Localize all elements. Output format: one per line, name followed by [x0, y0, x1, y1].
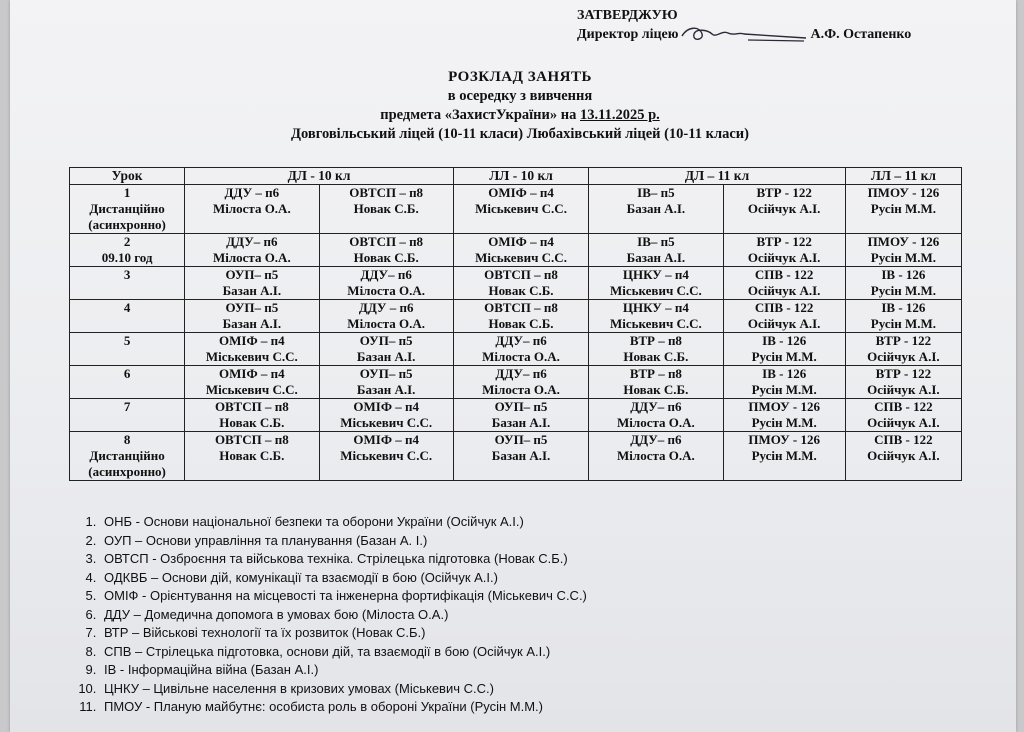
teacher-name: Осійчук А.І. [867, 415, 940, 430]
subject-code: ОУП– п5 [225, 267, 279, 282]
header-ll-11: ЛЛ – 11 кл [845, 168, 961, 185]
subject-code: ДДУ– п6 [495, 333, 547, 348]
schedule-cell [453, 267, 588, 300]
lesson-cell [70, 399, 185, 432]
teacher-name: Базан А.І. [222, 283, 282, 298]
lesson-cell [70, 432, 185, 481]
schedule-cell [319, 366, 453, 399]
subject-code: ОВТСП – п8 [349, 185, 424, 200]
subject-code: ОВТСП – п8 [484, 300, 558, 315]
subject-code: СПВ - 122 [874, 399, 933, 414]
schedule-cell [453, 185, 588, 234]
lesson-cell [70, 366, 185, 399]
subject-code: ДДУ– п6 [495, 366, 547, 381]
schedule-cell [723, 399, 845, 432]
schedule-cell [319, 234, 453, 267]
schedule-cell [589, 234, 723, 267]
subject-code: ЦНКУ – п4 [622, 300, 689, 315]
teacher-name: Міськевич С.С. [475, 250, 567, 265]
lesson-text: (асинхронно) [88, 217, 166, 232]
teacher-name: Новак С.Б. [488, 283, 554, 298]
subject-code: ОМІФ – п4 [219, 333, 285, 348]
subject-code: ОВТСП – п8 [484, 267, 558, 282]
schedule-cell [319, 300, 453, 333]
subject-code: ІВ - 126 [762, 366, 807, 381]
lesson-text: (асинхронно) [88, 464, 166, 479]
schedule-cell [723, 267, 845, 300]
legend-item: 2. ОУП – Основи управління та планування (Базан А. І.) [100, 532, 587, 551]
legend-item: 1. ОНБ - Основи національної безпеки та оборони України (Осійчук А.І.) [100, 513, 587, 532]
teacher-name: Новак С.Б. [219, 448, 285, 463]
table-row [70, 432, 962, 481]
subject-code: ОМІФ – п4 [488, 185, 554, 200]
schedule-cell [185, 267, 319, 300]
subject-code: ДДУ– п6 [360, 267, 412, 282]
lesson-text: Дистанційно [89, 201, 165, 216]
teacher-name: Мілоста О.А. [212, 201, 291, 216]
legend-item: 5. ОМІФ - Орієнтування на місцевості та інженерна фортифікація (Міськевич С.С.) [100, 587, 587, 606]
legend-item: 11. ПМОУ - Планую майбутнє: особиста роль в обороні України (Русін М.М.) [100, 698, 587, 717]
header-lesson: Урок [70, 168, 185, 185]
subject-code: ОУП– п5 [359, 366, 413, 381]
table-row [70, 399, 962, 432]
subject-code: ОМІФ – п4 [353, 399, 419, 414]
schedule-title [200, 68, 840, 144]
schedule-cell [589, 366, 723, 399]
teacher-name: Міськевич С.С. [340, 448, 433, 463]
title-main: РОЗКЛАД ЗАНЯТЬ [448, 69, 592, 85]
schedule-cell [845, 333, 961, 366]
legend-item: 3. ОВТСП - Озброєння та військова техніка. Стрілецька підготовка (Новак С.Б.) [100, 550, 587, 569]
lesson-text: 6 [123, 366, 131, 381]
legend-item: 9. ІВ - Інформаційна війна (Базан А.І.) [100, 661, 587, 680]
teacher-name: Міськевич С.С. [205, 349, 298, 364]
teacher-name: Русін М.М. [751, 448, 817, 463]
teacher-name: Осійчук А.І. [867, 349, 940, 364]
schedule-cell [845, 185, 961, 234]
approval-line [577, 25, 911, 44]
subject-code: ІВ - 126 [762, 333, 807, 348]
table-row [70, 267, 962, 300]
subject-code: ОМІФ – п4 [488, 234, 554, 249]
table-row [70, 185, 962, 234]
table-header-row [70, 168, 962, 185]
subject-code: ПМОУ - 126 [867, 185, 940, 200]
teacher-name: Русін М.М. [870, 250, 936, 265]
title-subject-prefix: предмета «ЗахистУкраїни» на [380, 107, 577, 123]
subject-code: ОУП– п5 [494, 432, 548, 447]
header-dl-10: ДЛ - 10 кл [185, 168, 454, 185]
schedule-table [69, 167, 962, 481]
teacher-name: Базан А.І. [626, 250, 686, 265]
schedule-cell [185, 300, 319, 333]
subject-code: ОУП– п5 [359, 333, 413, 348]
lesson-text: 5 [123, 333, 131, 348]
lesson-cell [70, 234, 185, 267]
subject-code: ДДУ– п6 [630, 399, 682, 414]
teacher-name: Базан А.І. [222, 316, 282, 331]
lesson-text: Дистанційно [89, 448, 165, 463]
table-row [70, 366, 962, 399]
lesson-cell [70, 267, 185, 300]
schedule-cell [453, 234, 588, 267]
teacher-name: Міськевич С.С. [609, 283, 702, 298]
schedule-cell [845, 300, 961, 333]
table-row [70, 300, 962, 333]
subject-code: ДДУ – п6 [224, 185, 280, 200]
subject-code: СПВ - 122 [754, 267, 814, 282]
teacher-name: Новак С.Б. [353, 250, 419, 265]
schedule-cell [723, 234, 845, 267]
schedule-cell [185, 399, 319, 432]
subject-code: ОУП– п5 [494, 399, 548, 414]
teacher-name: Осійчук А.І. [747, 283, 821, 298]
teacher-name: Мілоста О.А. [617, 415, 695, 430]
teacher-name: Новак С.Б. [623, 349, 689, 364]
teacher-name: Мілоста О.А. [347, 316, 426, 331]
subject-code: ПМОУ - 126 [867, 234, 940, 249]
teacher-name: Базан А.І. [491, 448, 551, 463]
lesson-text: 8 [123, 432, 131, 447]
signature-icon [678, 28, 810, 42]
legend-item: 7. ВТР – Військові технології та їх розвиток (Новак С.Б.) [100, 624, 587, 643]
subject-code: ОВТСП – п8 [214, 432, 289, 447]
title-date: 13.11.2025 р. [580, 107, 660, 123]
schedule-cell [723, 333, 845, 366]
subject-code: СПВ - 122 [754, 300, 814, 315]
teacher-name: Міськевич С.С. [205, 382, 298, 397]
legend-item: 8. СПВ – Стрілецька підготовка, основи дій, та взаємодії в бою (Осійчук А.І.) [100, 643, 587, 662]
teacher-name: Мілоста О.А. [482, 382, 560, 397]
teacher-name: Осійчук А.І. [747, 250, 821, 265]
schedule-cell [185, 185, 319, 234]
abbreviation-legend [60, 513, 587, 717]
lesson-cell [70, 300, 185, 333]
teacher-name: Русін М.М. [870, 201, 936, 216]
schedule-cell [589, 185, 723, 234]
subject-code: ВТР - 122 [875, 366, 932, 381]
subject-code: ВТР - 122 [875, 333, 932, 348]
teacher-name: Русін М.М. [751, 382, 817, 397]
schedule-cell [723, 300, 845, 333]
subject-code: ВТР - 122 [756, 234, 812, 249]
teacher-name: Мілоста О.А. [212, 250, 291, 265]
teacher-name: Новак С.Б. [488, 316, 554, 331]
subject-code: ВТР - 122 [756, 185, 812, 200]
subject-code: ПМОУ - 126 [748, 399, 820, 414]
table-row [70, 333, 962, 366]
approval-label: ЗАТВЕРДЖУЮ [577, 8, 678, 23]
legend-item: 4. ОДКВБ – Основи дій, комунікації та взаємодії в бою (Осійчук А.І.) [100, 569, 587, 588]
schedule-cell [319, 333, 453, 366]
teacher-name: Міськевич С.С. [609, 316, 702, 331]
subject-code: ВТР – п8 [629, 333, 682, 348]
teacher-name: Базан А.І. [491, 415, 551, 430]
teacher-name: Мілоста О.А. [617, 448, 695, 463]
subject-code: СПВ - 122 [874, 432, 933, 447]
legend-item: 6. ДДУ – Домедична допомога в умовах бою (Мілоста О.А.) [100, 606, 587, 625]
schedule-cell [319, 399, 453, 432]
title-schools: Довговільський ліцей (10-11 класи) Любахівський ліцей (10-11 класи) [291, 126, 749, 142]
lesson-cell [70, 333, 185, 366]
subject-code: ІВ - 126 [881, 267, 926, 282]
schedule-cell [319, 432, 453, 481]
schedule-cell [453, 432, 588, 481]
lesson-text: 3 [123, 267, 131, 282]
teacher-name: Новак С.Б. [623, 382, 689, 397]
teacher-name: Міськевич С.С. [475, 201, 567, 216]
schedule-cell [723, 366, 845, 399]
schedule-cell [845, 234, 961, 267]
subject-code: ІВ– п5 [637, 185, 675, 200]
schedule-cell [453, 399, 588, 432]
lesson-cell [70, 185, 185, 234]
lesson-text: 1 [123, 185, 131, 200]
subject-code: ОМІФ – п4 [219, 366, 285, 381]
subject-code: ОУП– п5 [225, 300, 279, 315]
subject-code: ДДУ– п6 [226, 234, 278, 249]
subject-code: ІВ - 126 [881, 300, 926, 315]
subject-code: ОВТСП – п8 [349, 234, 424, 249]
teacher-name: Базан А.І. [626, 201, 686, 216]
schedule-cell [589, 399, 723, 432]
director-position: Директор ліцею [577, 27, 679, 42]
subject-code: ОВТСП – п8 [214, 399, 289, 414]
schedule-cell [723, 185, 845, 234]
lesson-text: 7 [123, 399, 131, 414]
teacher-name: Русін М.М. [751, 349, 817, 364]
schedule-cell [453, 366, 588, 399]
teacher-name: Базан А.І. [356, 349, 416, 364]
teacher-name: Осійчук А.І. [747, 316, 821, 331]
teacher-name: Мілоста О.А. [482, 349, 560, 364]
teacher-name: Русін М.М. [870, 283, 936, 298]
teacher-name: Мілоста О.А. [347, 283, 426, 298]
schedule-cell [453, 333, 588, 366]
subject-code: ДДУ – п6 [358, 300, 414, 315]
subject-code: ВТР – п8 [629, 366, 682, 381]
subject-code: ОМІФ – п4 [353, 432, 419, 447]
schedule-cell [845, 432, 961, 481]
schedule-cell [319, 267, 453, 300]
schedule-cell [589, 432, 723, 481]
teacher-name: Осійчук А.І. [867, 448, 940, 463]
director-name: А.Ф. Остапенко [810, 27, 912, 42]
schedule-cell [589, 267, 723, 300]
table-row [70, 234, 962, 267]
schedule-cell [185, 432, 319, 481]
approval-block [577, 6, 911, 44]
teacher-name: Міськевич С.С. [340, 415, 433, 430]
schedule-cell [845, 399, 961, 432]
schedule-cell [185, 234, 319, 267]
teacher-name: Осійчук А.І. [747, 201, 821, 216]
schedule-cell [319, 185, 453, 234]
header-dl-11: ДЛ – 11 кл [589, 168, 846, 185]
subject-code: ДДУ– п6 [630, 432, 682, 447]
teacher-name: Базан А.І. [356, 382, 416, 397]
title-subject [200, 106, 840, 125]
schedule-cell [589, 333, 723, 366]
teacher-name: Новак С.Б. [353, 201, 419, 216]
lesson-text: 09.10 год [101, 250, 153, 265]
teacher-name: Русін М.М. [870, 316, 936, 331]
teacher-name: Новак С.Б. [219, 415, 285, 430]
subject-code: ПМОУ - 126 [748, 432, 820, 447]
lesson-text: 4 [123, 300, 131, 315]
legend-item: 10. ЦНКУ – Цивільне населення в кризових умовах (Міськевич С.С.) [100, 680, 587, 699]
subject-code: ЦНКУ – п4 [622, 267, 689, 282]
schedule-cell [845, 267, 961, 300]
schedule-cell [845, 366, 961, 399]
teacher-name: Русін М.М. [751, 415, 817, 430]
schedule-cell [723, 432, 845, 481]
header-ll-10: ЛЛ - 10 кл [453, 168, 588, 185]
schedule-cell [185, 366, 319, 399]
schedule-cell [185, 333, 319, 366]
teacher-name: Осійчук А.І. [867, 382, 940, 397]
title-subtitle: в осередку з вивчення [447, 88, 593, 104]
lesson-text: 2 [123, 234, 131, 249]
subject-code: ІВ– п5 [637, 234, 675, 249]
schedule-cell [589, 300, 723, 333]
schedule-cell [453, 300, 588, 333]
